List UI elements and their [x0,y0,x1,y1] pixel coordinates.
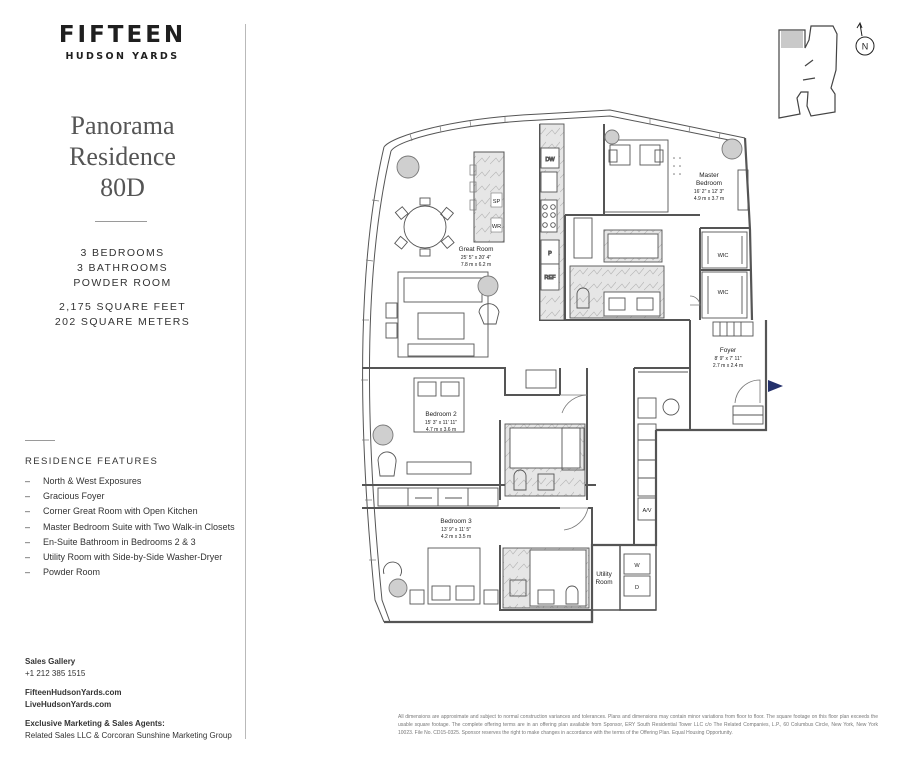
master-bedroom-dimensions-m: 4.9 m x 3.7 m [693,196,725,202]
washer-label: W [634,563,640,569]
bedroom2-dimensions-m: 4.7 m x 3.6 m [425,427,457,433]
living-area [386,272,499,357]
master-bed [604,130,748,212]
key-plan [779,26,837,118]
brand-subname: HUDSON YARDS [65,51,180,62]
walk-in-closet-2-label: WIC [717,290,729,296]
bedroom3-furniture [383,548,498,604]
feature-item: – Powder Room [25,567,101,578]
walk-in-closet-1-label: WIC [717,253,729,259]
master-dots [673,157,681,175]
feature-item: – North & West Exposures [25,476,142,486]
residence-title-line1: Panorama [70,111,175,140]
foyer-dimensions-m: 2.7 m x 2.4 m [712,363,744,369]
kitchen-counter [540,124,564,320]
sales-phone[interactable]: +1 212 385 1515 [25,669,86,678]
foyer-dimensions-ft: 8' 9" x 7' 11" [714,356,742,362]
bedroom2-dimensions-ft: 15' 3" x 11' 11" [424,420,458,426]
website-link-2[interactable]: LiveHudsonYards.com [25,700,112,709]
spec-bathrooms: 3 BATHROOMS [76,262,169,274]
agents-names: Related Sales LLC & Corcoran Sunshine Marketing Group [25,731,232,740]
bedroom3-label: Bedroom 3 [440,518,472,525]
feature-item: – Corner Great Room with Open Kitchen [25,506,198,517]
great-room-dimensions-m: 7.8 m x 6.2 m [460,262,492,268]
wine-refrigerator-label: WR [491,224,502,230]
website-link-1[interactable]: FifteenHudsonYards.com [25,688,122,697]
bedroom2-bath [505,424,585,496]
legal-disclaimer: All dimensions are approximate and subject to normal construction variances and tolerances. Plans and dimensions may contain minor variations from floor to floor. The square footage on this floor plan exceeds the usable square footage. The complete offering terms are in an offering plan available from Sponsor, ERY South Residential Tower LLC c/o The Related Companies, L.P., 60 Columbus Circle, New York, New York 10023. File No. CD15-0325. Sponsor reserves the right to make changes in accordance with the terms of the Offering Plan. Equal Housing Opportunity. [398,714,878,736]
utility-room-label-line2: Room [595,579,613,586]
spec-square-meters: 202 SQUARE METERS [54,316,191,328]
master-bedroom-label-line2: Bedroom [696,180,722,187]
bedroom3-dimensions-m: 4.2 m x 3.5 m [440,534,472,540]
master-bedroom-label-line1: Master [699,172,719,179]
refrigerator-label: REF [544,275,556,281]
spec-powder-room: POWDER ROOM [73,277,172,289]
spec-square-feet: 2,175 SQUARE FEET [58,301,187,313]
feature-item: – En-Suite Bathroom in Bedrooms 2 & 3 [25,536,196,547]
utility-room-label-line1: Utility [596,571,612,578]
door-swings [560,296,760,530]
features-heading: RESIDENCE FEATURES [25,456,159,467]
utility-room-walls [620,545,656,610]
sink-prep-label: SP [492,199,501,205]
great-room-label: Great Room [458,246,494,253]
pantry-label: P [548,251,552,257]
bedroom3-bath [503,548,589,608]
residence-title-line2: Residence [69,142,176,171]
dining-table [395,156,454,256]
kitchen-island [470,152,504,242]
dishwasher-label: DW [545,157,555,163]
spec-bedrooms: 3 BEDROOMS [80,247,165,259]
feature-item: – Utility Room with Side-by-Side Washer-Dryer [25,552,223,563]
north-arrow-icon [856,23,874,55]
sales-gallery-label: Sales Gallery [25,657,76,666]
bedroom3-dimensions-ft: 13' 9" x 11' 5" [441,527,471,533]
feature-item: – Gracious Foyer [25,491,105,502]
residence-unit: 80D [100,173,145,202]
great-room-dimensions-ft: 25' 5" x 20' 4" [460,255,492,261]
feature-item: – Master Bedroom Suite with Two Walk-in Closets [25,521,235,532]
north-label: N [861,41,869,52]
agents-label: Exclusive Marketing & Sales Agents: [25,719,165,728]
entry-arrow-icon [768,380,783,392]
foyer-label: Foyer [719,347,737,354]
foyer-closet [713,322,763,424]
wardrobes [378,488,498,506]
master-bedroom-dimensions-ft: 16' 2" x 12' 3" [693,189,725,195]
bedroom2-label: Bedroom 2 [425,411,457,418]
key-plan-unit-highlight [781,31,803,48]
walk-in-closets [702,232,747,318]
brand-name: FIFTEEN [58,22,187,48]
av-closet-label: A/V [642,508,652,514]
hall-closets [638,424,656,520]
powder-room [638,372,688,418]
dryer-label: D [634,585,640,591]
master-bath [570,218,664,318]
